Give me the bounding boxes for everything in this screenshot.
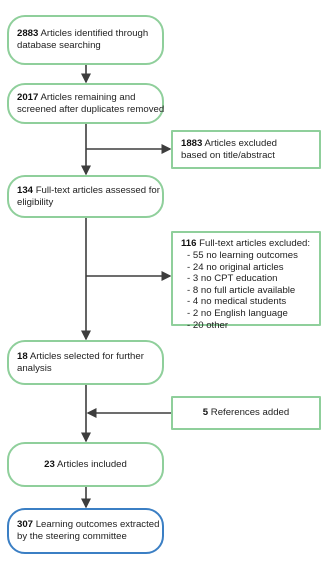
label-references: References added	[210, 407, 290, 418]
label-outcomes-line2: by the steering committee	[17, 531, 127, 542]
count-remaining: 2017	[17, 91, 39, 103]
box-articles-identified	[7, 15, 164, 65]
exclusion-reasons-list	[181, 250, 311, 331]
exclusion-reason: - 8 no full article available	[187, 284, 296, 296]
label-remaining-line2: screened after duplicates removed	[17, 103, 165, 115]
label-fulltext-line2: eligibility	[17, 196, 54, 208]
label-fulltext-line1: Full-text articles assessed for	[35, 184, 160, 196]
count-outcomes: 307	[17, 519, 34, 530]
label-selected-line1: Articles selected for further	[29, 350, 144, 362]
count-references: 5	[202, 407, 209, 418]
count-selected: 18	[17, 350, 28, 362]
label-identified-line2: database searching	[17, 40, 101, 51]
box-references-added	[171, 396, 321, 430]
label-fulltext-excluded-heading: Full-text articles excluded:	[199, 238, 311, 249]
box-articles-included	[7, 442, 164, 487]
exclusion-reason: - 24 no original articles	[187, 261, 284, 273]
count-identified: 2883	[17, 28, 39, 39]
label-excluded-abstract-line2: based on title/abstract	[181, 149, 275, 161]
label-remaining-line1: Articles remaining and	[40, 91, 136, 103]
count-included: 23	[44, 458, 55, 470]
label-identified-line1: Articles identified through	[40, 28, 149, 39]
box-excluded-title-abstract	[171, 130, 321, 169]
count-fulltext: 134	[17, 184, 34, 196]
exclusion-reason: - 4 no medical students	[187, 296, 287, 308]
box-fulltext-assessed	[7, 175, 164, 218]
box-learning-outcomes	[7, 508, 164, 554]
exclusion-reason: - 55 no learning outcomes	[187, 250, 298, 261]
label-included: Articles included	[56, 458, 127, 470]
exclusion-reason: - 20 other	[187, 319, 229, 331]
box-fulltext-excluded	[171, 231, 321, 331]
count-fulltext-excluded: 116	[181, 238, 197, 249]
label-excluded-abstract-line1: Articles excluded	[204, 137, 278, 149]
box-articles-remaining	[7, 83, 164, 124]
count-excluded-abstract: 1883	[181, 137, 203, 149]
exclusion-reason: - 2 no English language	[187, 307, 288, 319]
exclusion-reason: - 3 no CPT education	[187, 273, 278, 285]
label-outcomes-line1: Learning outcomes extracted	[35, 519, 160, 530]
box-articles-selected	[7, 340, 164, 385]
label-selected-line2: analysis	[17, 362, 52, 374]
